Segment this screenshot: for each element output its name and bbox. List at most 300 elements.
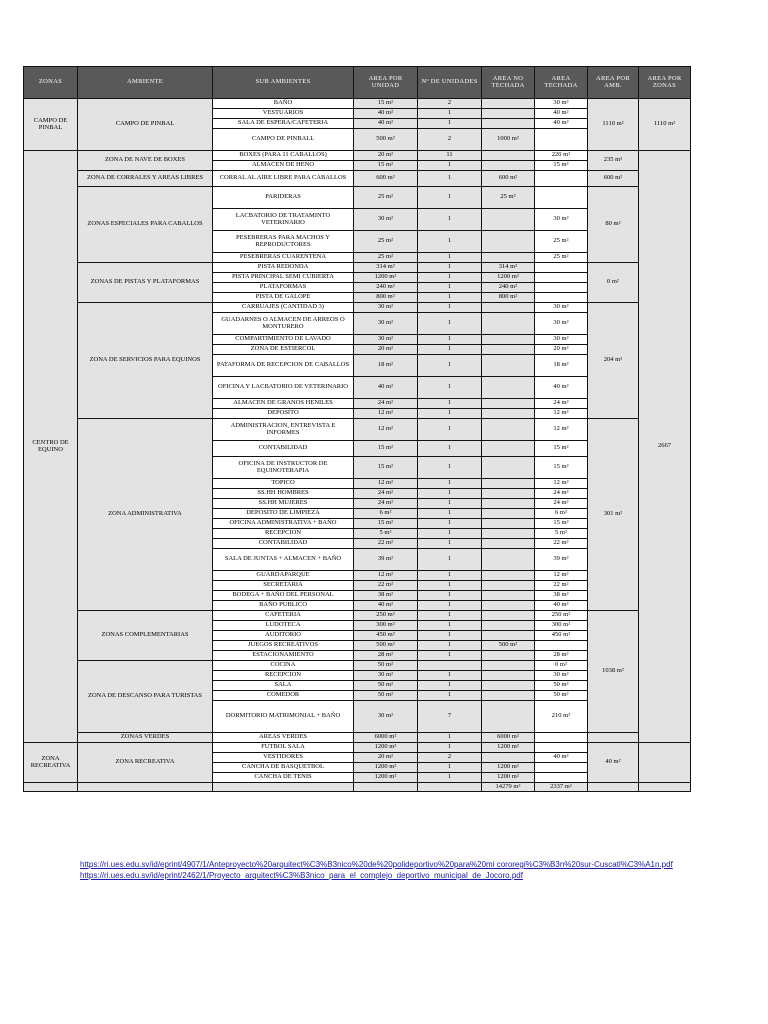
- area-techada-cell: 15 m²: [535, 161, 588, 171]
- area-techada-cell: [535, 743, 588, 753]
- sub-ambiente-cell: OFICINA Y LACBATORIO DE VETERINARIO: [213, 377, 354, 399]
- header-area-por-unidad: AREA POR UNIDAD: [354, 67, 418, 99]
- area-no-techada-cell: [482, 691, 535, 701]
- header-num-unidades: Nº DE UNIDADES: [418, 67, 482, 99]
- area-unidad-cell: 15 m²: [354, 457, 418, 479]
- sub-ambiente-cell: CANCHA DE TENIS: [213, 773, 354, 783]
- sub-ambiente-cell: GUARDAPARQUE: [213, 571, 354, 581]
- area-techada-cell: [535, 171, 588, 187]
- unidades-cell: 1: [418, 763, 482, 773]
- area-no-techada-cell: [482, 529, 535, 539]
- sub-ambiente-cell: BAÑO PUBLICO: [213, 601, 354, 611]
- area-unidad-cell: 30 m²: [354, 303, 418, 313]
- area-por-zona-cell: [639, 743, 691, 783]
- area-por-zona-cell: 2667: [639, 151, 691, 743]
- area-techada-cell: 39 m²: [535, 549, 588, 571]
- area-techada-cell: 30 m²: [535, 303, 588, 313]
- unidades-cell: 1: [418, 187, 482, 209]
- area-por-amb-cell: 1038 m²: [588, 611, 639, 733]
- area-por-amb-cell: 204 m²: [588, 303, 639, 419]
- area-no-techada-cell: [482, 377, 535, 399]
- unidades-cell: 1: [418, 293, 482, 303]
- sub-ambiente-cell: OFICINA ADMINISTRATIVA + BAÑO: [213, 519, 354, 529]
- area-no-techada-cell: [482, 621, 535, 631]
- sub-ambiente-cell: DORMITORIO MATRIMONIAL + BAÑO: [213, 701, 354, 733]
- area-no-techada-cell: [482, 161, 535, 171]
- sub-ambiente-cell: PISTA DE GALOPE: [213, 293, 354, 303]
- area-no-techada-cell: [482, 99, 535, 109]
- empty-cell: [588, 783, 639, 792]
- sub-ambiente-cell: RECEPCION: [213, 671, 354, 681]
- area-techada-cell: 40 m²: [535, 119, 588, 129]
- unidades-cell: 1: [418, 691, 482, 701]
- ambiente-cell: ZONA DE NAVE DE BOXES: [78, 151, 213, 171]
- area-unidad-cell: 24 m²: [354, 489, 418, 499]
- area-unidad-cell: 25 m²: [354, 253, 418, 263]
- header-area-no-techada: AREA NO TECHADA: [482, 67, 535, 99]
- unidades-cell: 1: [418, 303, 482, 313]
- area-techada-cell: [535, 263, 588, 273]
- sub-ambiente-cell: LUDOTECA: [213, 621, 354, 631]
- area-no-techada-cell: 1000 m²: [482, 129, 535, 151]
- sub-ambiente-cell: DEPOSITO DE LIMPIEZA: [213, 509, 354, 519]
- header-sub-ambientes: SUB AMBIENTES: [213, 67, 354, 99]
- ambiente-cell: ZONAS ESPECIALES PARA CABALLOS: [78, 187, 213, 263]
- area-por-amb-cell: [588, 733, 639, 743]
- area-techada-cell: 210 m²: [535, 701, 588, 733]
- area-techada-cell: 30 m²: [535, 99, 588, 109]
- sub-ambiente-cell: JUEGOS RECREATIVOS: [213, 641, 354, 651]
- area-techada-cell: [535, 273, 588, 283]
- sub-ambiente-cell: AUDITORIO: [213, 631, 354, 641]
- area-techada-cell: 6 m²: [535, 509, 588, 519]
- area-no-techada-cell: [482, 591, 535, 601]
- sub-ambiente-cell: PARIDERAS: [213, 187, 354, 209]
- area-no-techada-cell: [482, 549, 535, 571]
- unidades-cell: 1: [418, 399, 482, 409]
- sub-ambiente-cell: BAÑO: [213, 99, 354, 109]
- area-techada-cell: [535, 129, 588, 151]
- area-no-techada-cell: 1200 m²: [482, 743, 535, 753]
- sub-ambiente-cell: CORRAL AL AIRE LIBRE PARA CABALLOS: [213, 171, 354, 187]
- area-unidad-cell: 25 m²: [354, 187, 418, 209]
- area-no-techada-cell: [482, 701, 535, 733]
- area-unidad-cell: 28 m²: [354, 651, 418, 661]
- sub-ambiente-cell: PISTA PRINCIPAL SEMI CUBIERTA: [213, 273, 354, 283]
- zone-cell: CAMPO DE PINBAL: [24, 99, 78, 151]
- header-area-por-zonas: AREA POR ZONAS: [639, 67, 691, 99]
- area-unidad-cell: 25 m²: [354, 231, 418, 253]
- area-no-techada-cell: [482, 399, 535, 409]
- unidades-cell: 1: [418, 119, 482, 129]
- area-techada-cell: 0 m²: [535, 661, 588, 671]
- sub-ambiente-cell: ALMACEN DE GRANOS HENILES: [213, 399, 354, 409]
- unidades-cell: 2: [418, 753, 482, 763]
- area-unidad-cell: 22 m²: [354, 581, 418, 591]
- sub-ambiente-cell: BODEGA + BAÑO DEL PERSONAL: [213, 591, 354, 601]
- sub-ambiente-cell: AREAS VERDES: [213, 733, 354, 743]
- ambiente-cell: ZONA DE DESCANSO PARA TURISTAS: [78, 661, 213, 733]
- area-techada-cell: 30 m²: [535, 671, 588, 681]
- area-unidad-cell: 30 m²: [354, 209, 418, 231]
- sub-ambiente-cell: BOXES (PARA 11 CABALLOS): [213, 151, 354, 161]
- sub-ambiente-cell: ADMINISTRACION, ENTREVISTA E INFORMES: [213, 419, 354, 441]
- unidades-cell: 1: [418, 529, 482, 539]
- unidades-cell: 2: [418, 99, 482, 109]
- area-unidad-cell: 1200 m²: [354, 773, 418, 783]
- unidades-cell: 1: [418, 335, 482, 345]
- area-no-techada-cell: 600 m²: [482, 171, 535, 187]
- unidades-cell: 1: [418, 253, 482, 263]
- empty-cell: [354, 783, 418, 792]
- unidades-cell: 1: [418, 499, 482, 509]
- unidades-cell: 1: [418, 109, 482, 119]
- unidades-cell: 1: [418, 621, 482, 631]
- area-por-zona-cell: 1110 m²: [639, 99, 691, 151]
- area-no-techada-cell: 500 m²: [482, 641, 535, 651]
- unidades-cell: 1: [418, 161, 482, 171]
- area-no-techada-cell: [482, 313, 535, 335]
- total-no-techada-cell: 14279 m²: [482, 783, 535, 792]
- area-unidad-cell: 12 m²: [354, 571, 418, 581]
- unidades-cell: 1: [418, 681, 482, 691]
- unidades-cell: 1: [418, 457, 482, 479]
- ambiente-cell: CAMPO DE PINBAL: [78, 99, 213, 151]
- sub-ambiente-cell: SALA DE ESPERA/CAFETERIA: [213, 119, 354, 129]
- unidades-cell: 1: [418, 377, 482, 399]
- area-no-techada-cell: 1200 m²: [482, 763, 535, 773]
- area-unidad-cell: 50 m²: [354, 681, 418, 691]
- area-techada-cell: 15 m²: [535, 441, 588, 457]
- area-no-techada-cell: 800 m²: [482, 293, 535, 303]
- area-por-amb-cell: 80 m²: [588, 187, 639, 263]
- area-techada-cell: 12 m²: [535, 419, 588, 441]
- reference-link[interactable]: https://ri.ues.edu.sv/id/eprint/4907/1/Anteproyecto%20arquitect%C3%B3nico%20de%20polideportivo%20para%20mi cororegi%C3%B3n%20sur-Cuscatl%C3%A1n.pdf: [80, 860, 673, 869]
- area-no-techada-cell: [482, 489, 535, 499]
- ambiente-cell: ZONA ADMINISTRATIVA: [78, 419, 213, 611]
- table-row: [24, 303, 691, 313]
- table-row: [24, 151, 691, 161]
- area-techada-cell: 25 m²: [535, 231, 588, 253]
- area-techada-cell: [535, 283, 588, 293]
- area-unidad-cell: 314 m²: [354, 263, 418, 273]
- area-unidad-cell: 15 m²: [354, 161, 418, 171]
- area-no-techada-cell: 1200 m²: [482, 273, 535, 283]
- area-no-techada-cell: 25 m²: [482, 187, 535, 209]
- sub-ambiente-cell: FUTBOL SALA: [213, 743, 354, 753]
- unidades-cell: 7: [418, 701, 482, 733]
- area-unidad-cell: 39 m²: [354, 549, 418, 571]
- reference-links: [80, 859, 720, 881]
- sub-ambiente-cell: CARRUAJES (CANTIDAD 3): [213, 303, 354, 313]
- area-no-techada-cell: [482, 253, 535, 263]
- area-program-table: [23, 66, 691, 792]
- unidades-cell: 1: [418, 441, 482, 457]
- unidades-cell: 1: [418, 539, 482, 549]
- sub-ambiente-cell: DEPOSITO: [213, 409, 354, 419]
- area-no-techada-cell: [482, 119, 535, 129]
- unidades-cell: 1: [418, 571, 482, 581]
- empty-cell: [213, 783, 354, 792]
- area-techada-cell: 22 m²: [535, 539, 588, 549]
- area-techada-cell: 12 m²: [535, 571, 588, 581]
- area-no-techada-cell: 6000 m²: [482, 733, 535, 743]
- table-row: [24, 263, 691, 273]
- area-unidad-cell: 50 m²: [354, 661, 418, 671]
- unidades-cell: 1: [418, 733, 482, 743]
- sub-ambiente-cell: PISTA REDONDA: [213, 263, 354, 273]
- sub-ambiente-cell: PESEBRERAS PARA MACHOS Y REPRODUCTORES: [213, 231, 354, 253]
- header-area-por-amb: AREA POR AMB.: [588, 67, 639, 99]
- area-unidad-cell: 1200 m²: [354, 763, 418, 773]
- unidades-cell: 1: [418, 419, 482, 441]
- unidades-cell: 1: [418, 489, 482, 499]
- ambiente-cell: ZONAS COMPLEMENTARIAS: [78, 611, 213, 661]
- area-unidad-cell: 15 m²: [354, 99, 418, 109]
- unidades-cell: 11: [418, 151, 482, 161]
- table-row: [24, 611, 691, 621]
- unidades-cell: 1: [418, 209, 482, 231]
- area-techada-cell: 12 m²: [535, 409, 588, 419]
- area-por-amb-cell: 301 m²: [588, 419, 639, 611]
- ambiente-cell: ZONAS VERDES: [78, 733, 213, 743]
- sub-ambiente-cell: CAMPO DE PINBALL: [213, 129, 354, 151]
- sub-ambiente-cell: CANCHA DE BASQUETBOL: [213, 763, 354, 773]
- area-techada-cell: 38 m²: [535, 591, 588, 601]
- unidades-cell: 1: [418, 641, 482, 651]
- area-techada-cell: 25 m²: [535, 253, 588, 263]
- area-unidad-cell: 450 m²: [354, 631, 418, 641]
- sub-ambiente-cell: ALMACEN DE HENO: [213, 161, 354, 171]
- area-techada-cell: 15 m²: [535, 457, 588, 479]
- area-techada-cell: 40 m²: [535, 377, 588, 399]
- unidades-cell: 1: [418, 651, 482, 661]
- sub-ambiente-cell: LACBATORIO DE TRATAMINTO VETERINARIO: [213, 209, 354, 231]
- table-row: [24, 733, 691, 743]
- unidades-cell: 1: [418, 591, 482, 601]
- sub-ambiente-cell: CAFETERIA: [213, 611, 354, 621]
- area-unidad-cell: 38 m²: [354, 591, 418, 601]
- area-techada-cell: 40 m²: [535, 109, 588, 119]
- area-por-amb-cell: 40 m²: [588, 743, 639, 783]
- area-unidad-cell: 5 m²: [354, 529, 418, 539]
- area-techada-cell: [535, 187, 588, 209]
- area-no-techada-cell: 314 m²: [482, 263, 535, 273]
- area-no-techada-cell: [482, 345, 535, 355]
- sub-ambiente-cell: SECRETARIA: [213, 581, 354, 591]
- area-techada-cell: 24 m²: [535, 489, 588, 499]
- area-unidad-cell: 24 m²: [354, 499, 418, 509]
- sub-ambiente-cell: ESTACIONAMIENTO: [213, 651, 354, 661]
- sub-ambiente-cell: SS.HH HOMBRES: [213, 489, 354, 499]
- area-techada-cell: [535, 763, 588, 773]
- area-no-techada-cell: [482, 209, 535, 231]
- area-por-amb-cell: 600 m²: [588, 171, 639, 187]
- area-unidad-cell: 20 m²: [354, 151, 418, 161]
- ambiente-cell: ZONA DE CORRALES Y AREAS LIBRES: [78, 171, 213, 187]
- zone-cell: CENTRO DE EQUINO: [24, 151, 78, 743]
- sub-ambiente-cell: PATAFORMA DE RECEPCION DE CABALLOS: [213, 355, 354, 377]
- area-no-techada-cell: [482, 601, 535, 611]
- area-techada-cell: 5 m²: [535, 529, 588, 539]
- unidades-cell: 1: [418, 611, 482, 621]
- area-unidad-cell: 22 m²: [354, 539, 418, 549]
- unidades-cell: 1: [418, 581, 482, 591]
- area-no-techada-cell: [482, 519, 535, 529]
- unidades-cell: 1: [418, 313, 482, 335]
- unidades-cell: 2: [418, 129, 482, 151]
- totals-row: [24, 783, 691, 792]
- area-techada-cell: [535, 733, 588, 743]
- area-techada-cell: 250 m²: [535, 611, 588, 621]
- sub-ambiente-cell: GUADARNES O ALMACEN DE ARREOS O MONTURERO: [213, 313, 354, 335]
- sub-ambiente-cell: ZONA DE ESTIERCOL: [213, 345, 354, 355]
- area-techada-cell: 18 m²: [535, 355, 588, 377]
- total-techada-cell: 2337 m²: [535, 783, 588, 792]
- area-techada-cell: 12 m²: [535, 479, 588, 489]
- area-unidad-cell: 1200 m²: [354, 743, 418, 753]
- area-unidad-cell: 40 m²: [354, 377, 418, 399]
- table-row: [24, 99, 691, 109]
- sub-ambiente-cell: TOPICO: [213, 479, 354, 489]
- header-ambiente: AMBIENTE: [78, 67, 213, 99]
- area-no-techada-cell: [482, 419, 535, 441]
- area-techada-cell: 30 m²: [535, 313, 588, 335]
- area-no-techada-cell: [482, 509, 535, 519]
- area-unidad-cell: 1200 m²: [354, 273, 418, 283]
- area-no-techada-cell: [482, 355, 535, 377]
- area-no-techada-cell: [482, 581, 535, 591]
- area-no-techada-cell: [482, 753, 535, 763]
- header-row: [24, 67, 691, 99]
- area-no-techada-cell: [482, 611, 535, 621]
- empty-cell: [639, 783, 691, 792]
- area-techada-cell: 15 m²: [535, 519, 588, 529]
- sub-ambiente-cell: OFICINA DE INSTRUCTOR DE EQUINOTERAPIA: [213, 457, 354, 479]
- area-techada-cell: 50 m²: [535, 691, 588, 701]
- area-unidad-cell: 15 m²: [354, 519, 418, 529]
- area-unidad-cell: 40 m²: [354, 119, 418, 129]
- area-techada-cell: 22 m²: [535, 581, 588, 591]
- unidades-cell: 1: [418, 509, 482, 519]
- sub-ambiente-cell: SS.HH MUJERES: [213, 499, 354, 509]
- table-row: [24, 171, 691, 187]
- area-unidad-cell: 40 m²: [354, 109, 418, 119]
- unidades-cell: 1: [418, 601, 482, 611]
- area-no-techada-cell: [482, 335, 535, 345]
- area-unidad-cell: 12 m²: [354, 409, 418, 419]
- unidades-cell: 1: [418, 671, 482, 681]
- sub-ambiente-cell: SALA DE JUNTAS + ALMACEN + BAÑO: [213, 549, 354, 571]
- unidades-cell: 1: [418, 479, 482, 489]
- ambiente-cell: ZONAS DE PISTAS Y PLATAFORMAS: [78, 263, 213, 303]
- area-no-techada-cell: [482, 671, 535, 681]
- area-unidad-cell: 250 m²: [354, 611, 418, 621]
- unidades-cell: 1: [418, 345, 482, 355]
- area-no-techada-cell: [482, 231, 535, 253]
- sub-ambiente-cell: COMPARTIMIENTO DE LAVADO: [213, 335, 354, 345]
- area-techada-cell: 300 m²: [535, 621, 588, 631]
- table-row: [24, 419, 691, 441]
- area-por-amb-cell: 235 m²: [588, 151, 639, 171]
- ambiente-cell: ZONA DE SERVICIOS PARA EQUINOS: [78, 303, 213, 419]
- area-no-techada-cell: [482, 409, 535, 419]
- sub-ambiente-cell: PLATAFORMAS: [213, 283, 354, 293]
- area-no-techada-cell: 240 m²: [482, 283, 535, 293]
- area-techada-cell: [535, 293, 588, 303]
- sub-ambiente-cell: COMEDOR: [213, 691, 354, 701]
- area-unidad-cell: 24 m²: [354, 399, 418, 409]
- unidades-cell: 1: [418, 231, 482, 253]
- area-no-techada-cell: [482, 571, 535, 581]
- sub-ambiente-cell: CONTABILIDAD: [213, 539, 354, 549]
- area-unidad-cell: 50 m²: [354, 691, 418, 701]
- area-no-techada-cell: [482, 631, 535, 641]
- area-unidad-cell: 20 m²: [354, 753, 418, 763]
- area-no-techada-cell: [482, 303, 535, 313]
- sub-ambiente-cell: COCINA: [213, 661, 354, 671]
- area-no-techada-cell: [482, 499, 535, 509]
- area-unidad-cell: 600 m²: [354, 171, 418, 187]
- sub-ambiente-cell: VESTUARIOS: [213, 109, 354, 119]
- area-no-techada-cell: [482, 151, 535, 161]
- area-no-techada-cell: [482, 441, 535, 457]
- area-techada-cell: 450 m²: [535, 631, 588, 641]
- empty-cell: [78, 783, 213, 792]
- area-techada-cell: [535, 641, 588, 651]
- area-por-amb-cell: 1110 m²: [588, 99, 639, 151]
- area-techada-cell: 50 m²: [535, 681, 588, 691]
- unidades-cell: 1: [418, 263, 482, 273]
- unidades-cell: 1: [418, 171, 482, 187]
- unidades-cell: 1: [418, 743, 482, 753]
- table-row: [24, 187, 691, 209]
- sub-ambiente-cell: CONTABILIDAD: [213, 441, 354, 457]
- zone-cell: ZONA RECREATIVA: [24, 743, 78, 783]
- unidades-cell: 1: [418, 631, 482, 641]
- area-unidad-cell: 6000 m²: [354, 733, 418, 743]
- header-area-techada: AREA TECHADA: [535, 67, 588, 99]
- area-techada-cell: 220 m²: [535, 151, 588, 161]
- area-no-techada-cell: [482, 457, 535, 479]
- area-techada-cell: 24 m²: [535, 399, 588, 409]
- sub-ambiente-cell: SALA: [213, 681, 354, 691]
- header-zonas: ZONAS: [24, 67, 78, 99]
- area-unidad-cell: 30 m²: [354, 313, 418, 335]
- area-unidad-cell: 12 m²: [354, 479, 418, 489]
- area-techada-cell: 28 m²: [535, 651, 588, 661]
- area-techada-cell: 30 m²: [535, 209, 588, 231]
- area-unidad-cell: 12 m²: [354, 419, 418, 441]
- area-unidad-cell: 30 m²: [354, 671, 418, 681]
- unidades-cell: 1: [418, 283, 482, 293]
- area-techada-cell: 20 m²: [535, 345, 588, 355]
- ambiente-cell: ZONA RECREATIVA: [78, 743, 213, 783]
- area-unidad-cell: 15 m²: [354, 441, 418, 457]
- reference-link[interactable]: https://ri.ues.edu.sv/id/eprint/2462/1/Proyecto_arquitect%C3%B3nico_para_el_complejo_deportivo_municipal_de_Jocoro.pdf: [80, 871, 523, 880]
- unidades-cell: 1: [418, 409, 482, 419]
- unidades-cell: 1: [418, 773, 482, 783]
- unidades-cell: 1: [418, 549, 482, 571]
- sub-ambiente-cell: VESTIDORES: [213, 753, 354, 763]
- table-row: [24, 743, 691, 753]
- area-no-techada-cell: [482, 681, 535, 691]
- area-techada-cell: 40 m²: [535, 753, 588, 763]
- unidades-cell: 1: [418, 519, 482, 529]
- area-no-techada-cell: [482, 109, 535, 119]
- area-unidad-cell: 800 m²: [354, 293, 418, 303]
- empty-cell: [24, 783, 78, 792]
